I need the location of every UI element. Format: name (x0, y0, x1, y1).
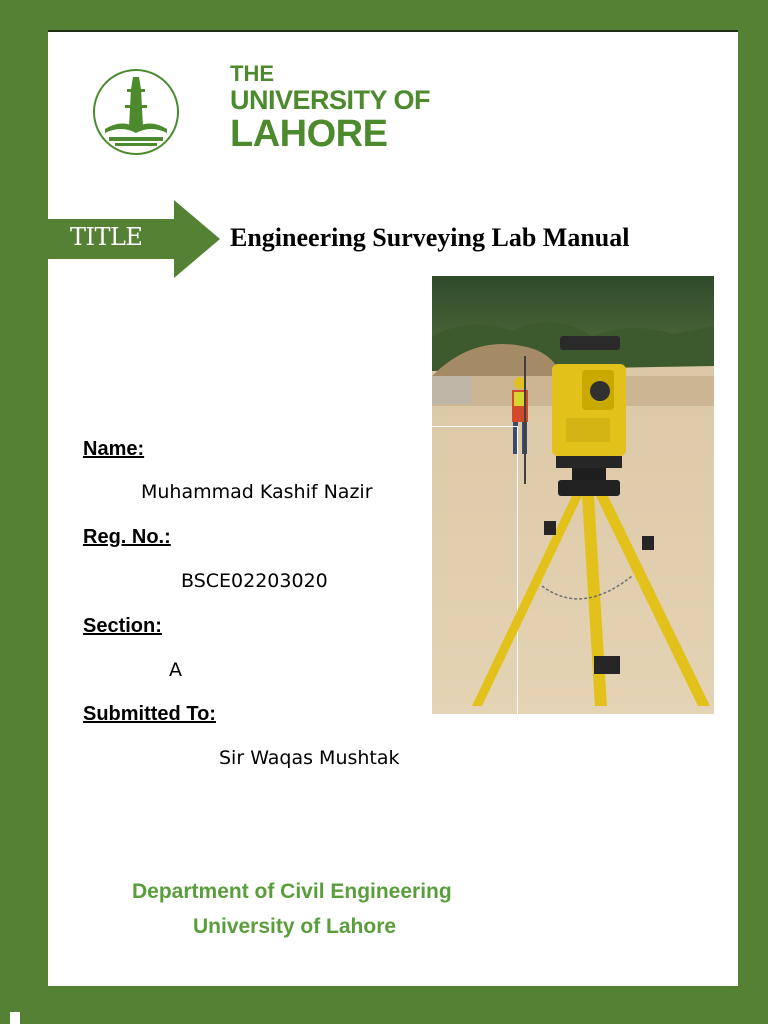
reg-no-value: BSCE02203020 (181, 570, 328, 592)
title-label: TITLE (70, 223, 143, 251)
top-rule (48, 30, 738, 32)
document-title: Engineering Surveying Lab Manual (230, 223, 630, 252)
logo-text-the: THE (230, 61, 274, 86)
university-logo (88, 61, 431, 155)
section-value: A (169, 659, 182, 681)
minar-crest-icon (91, 67, 181, 157)
name-label: Name: (83, 438, 145, 460)
cover-page (48, 30, 738, 986)
total-station-tripod-photo (432, 276, 714, 714)
department-name: Department of Civil Engineering (132, 880, 452, 903)
submitted-to-value: Sir Waqas Mushtak (219, 747, 400, 769)
logo-text-university-of: UNIVERSITY OF (230, 85, 431, 115)
reg-no-label: Reg. No.: (83, 526, 171, 548)
submitted-to-label: Submitted To: (83, 703, 216, 725)
university-name: University of Lahore (193, 915, 397, 938)
corner-mark (10, 1012, 20, 1024)
section-label: Section: (83, 615, 162, 637)
name-value: Muhammad Kashif Nazir (141, 481, 373, 503)
logo-text-lahore: LAHORE (230, 113, 388, 155)
